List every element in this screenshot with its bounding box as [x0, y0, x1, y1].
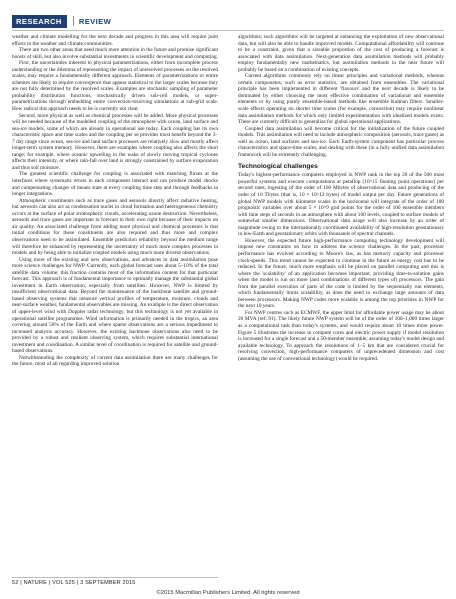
- article-type-label: REVIEW: [78, 16, 112, 26]
- section-heading: Technological challenges: [238, 163, 318, 171]
- paragraph: Second, more physical as well as chemical processes will be added. More physical processes will be needed because of the modelled coupling of the atmosphere with ocean, land surface and sea-ice models, some of which are already in operational use today. Each coupling has its own characteristic space and time scales and the coupling per se provides most benefit beyond the 3–7 day range since ocean, sea-ice and land surface processes are relatively slow and mostly affect longer-term system memory. However, there are examples where coupling also affects the short range; for example, where oceanic upwelling in the wake of slowly moving tropical cyclones affects their intensity, or where rain-fall over land is strongly constrained by surface evaporation and thus soil moisture.: [12, 112, 218, 171]
- paragraph: The greatest scientific challenge for coupling is associated with matching fluxes at the interfaces where systematic errors in each component interact and can produce model shocks and compensating changes of means state at every coupling time step and through feedbacks in longer integrations.: [12, 171, 218, 198]
- copyright-notice: ©2015 Macmillan Publishers Limited. All rights reserved: [156, 590, 300, 596]
- paragraph: Today's highest-performance computers employed in NWP rank in the top 20 of the 500 most powerful systems and execute computations at petaflop (10^15 floating point operations) per second rates, ingesting of the order of 100 Mbytes of observational data and producing of the order of 10 Tbytes (that is, 10 × 10^12 bytes) of model output per day. Future generations of global NWP models with kilometre scales in the horizontal will integrate of the order of 100 prognostic variables over about 5 × 10^9 grid points for the order of 100 ensemble members with time steps of seconds in an atmosphere with about 100 levels, coupled to surface models of somewhat smaller dimensions. Observational data usage will also increase by an order of magnitude owing to the internationally coordinated availability of high-resolution geostationary in low-Earth and geostationary orbits with thousands of spectral channels.: [238, 172, 444, 238]
- paragraph: Notwithstanding the complexity of current data assimilation there are many challenges for the future, most of all regarding improved solution: [12, 354, 218, 368]
- paragraph: weather and climate modelling for the next decade and progress in this area will require joint efforts in the weather and climate communities.: [12, 34, 218, 47]
- paragraph: There are two other areas that need much more attention in the future and promise significant boosts of skill, but also involve substantial investments in scientific development and computing.: [12, 47, 218, 60]
- paragraph: algorithms; such algorithms will be targeted at enhancing the exploitation of new observational data, but will also be able to handle improved models. Computational affordability will continue to be a constraint, given that a sizeable proportion of the cost of producing a forecast is associated with data assimilation. Next-generation data assimilation methods will probably employ fundamentally new mathematics, but assimilation methods in the near future will probably be based on a combination of existing concepts.: [238, 34, 444, 73]
- paragraph: For NWP centres such as ECMWF, the upper limit for affordable power usage may be about 20 MVA (ref. 91). The likely future NWP system will be of the order of 100–1,000 times larger as a computational task than today's systems, and would require about 10 times more power. Figure 5 illustrates the increase in compute cores and electric power supply if model resolution is increased for a single forecast and a 50-member ensemble, assuming today's model design and available technology. To approach the resolutions of 1–5 km that are considered crucial for resolving convection, high-performance computers of unprecedented dimension and cost (assuming the use of conventional technology) would be required.: [238, 309, 444, 362]
- section-label: RESEARCH: [12, 15, 67, 28]
- paragraph: Coupled data assimilation will become critical for the initialization of the future coupled models. This assimilation will need to include atmospheric composition (aerosols, trace gases) as well as ocean, land surfaces and sea-ice. Each Earth-system component has particular process characteristics and space-time scales, and dealing with these (in a fully unified data assimilation framework will be extremely challenging.: [238, 125, 444, 158]
- header-rule: [12, 30, 444, 31]
- paragraph: First, the uncertainties inherent to physical parametrizations, either from incomplete process understanding or the dilemma of representing the impact of unresolved processes on the resolved scales, may require a fundamentally different approach. Elements of parametrizations or entire schemes are likely to require convergence that appear statistical to the larger scales because they are not fully determined by the resolved scales. Examples are stochastic sampling of parameter probability distribution functions, stochastically driven sub-cell models, or super-parametrizations through embedding entire convection-resolving simulations at sub-grid scale. How radical this approach needs to be is currently not clear.: [12, 60, 218, 113]
- paragraph: Current algorithms commonly rely on linear principles and variational methods, whereas certain components, such as error statistics, are obtained from ensembles. The variational principle has been implemented in different 'flavours' and the next decade is likely to be dominated by either choosing the most effective combination of variational and ensemble elements or by using purely ensemble-based methods like ensemble Kalman filters. Smaller-scale effects operating on shorter time scales (for example, convection) may require nonlinear data assimilation methods for which only limited experimentation with idealized models exists. These are currently difficult to generalize for global operational applications.: [238, 73, 444, 126]
- footer-rule: [12, 577, 218, 578]
- left-column: [12, 34, 218, 368]
- page-folio: 52 | NATURE | VOL 525 | 3 SEPTEMBER 2015: [12, 580, 136, 586]
- page-header: [12, 14, 111, 28]
- right-column: [238, 34, 444, 362]
- paragraph: Using more of the existing and new observations, and advances in data assimilation pose more science challenges for NWP. Currently, each global forecast uses about 5–10% of the total satellite data volume; this fraction contains most of the information content for that particular forecast. This approach is of fundamental importance to optimally manage the substantial global investment in Earth observation, especially from satellites. However, NWP is limited by insufficient observational data. Beyond the maintenance of the backbone satellite and ground-based observing systems that measure vertical profiles of temperature, moisture, clouds and near-surface weather, fundamental observables are missing. An example is the direct observation of upper-level wind with Doppler radar technology, but this technology is not yet available in operational satellite programmes. Wind information is primarily needed in the tropics, an area covering around 50% of the Earth and where sparse observations are a serious impediment to increased analysis accuracy. However, the existing backbone observations also need to be provided by a robust and resilient observing system, which requires substantial international investment and coordination. A similar level of coordination is required for satellite and ground-based observations.: [12, 256, 218, 355]
- paragraph: However, the expected future high-performance computing technology development will impose new constraints on how to address the science challenges. In the past, processor performance has evolved according to Moore's law, as has memory capacity and processor clock-speeds. This trend cannot be expected to continue in the future as energy cost has to be reduced. In the future, much more emphasis will be placed on parallel computing and this is where the 'scalability' of an application becomes important, providing time-to-solution gains when the model is run on more (and combinations of different types of) processors. The gain from the parallel execution of parts of the code is limited by the sequentially run elements, which fundamentally limits scalability, as does the need to exchange large amounts of data between processors. Making NWP codes more scalable is among the top priorities in NWP for the next 10 years.: [238, 237, 444, 310]
- header-divider: [73, 16, 74, 26]
- paragraph: Atmospheric constituents such as trace gases and aerosols directly affect radiative heating, but aerosols can also act as condensation nuclei in cloud formation and heterogeneous chemistry occurs at the surface of polar stratospheric clouds, accelerating ozone destruction. Nevertheless, aerosols and trace gases are important to forecast in their own right because of their impacts on air quality. An associated challenge from adding more physical and chemical processes is that initial conditions for these constituents are also required and thus more and complex observations need to be assimilated. Ensemble prediction reliability beyond the medium range will therefore be enhanced by representing the uncertainty of much more complex processes in models and by being able to initialize coupled models using much more diverse observations.: [12, 197, 218, 257]
